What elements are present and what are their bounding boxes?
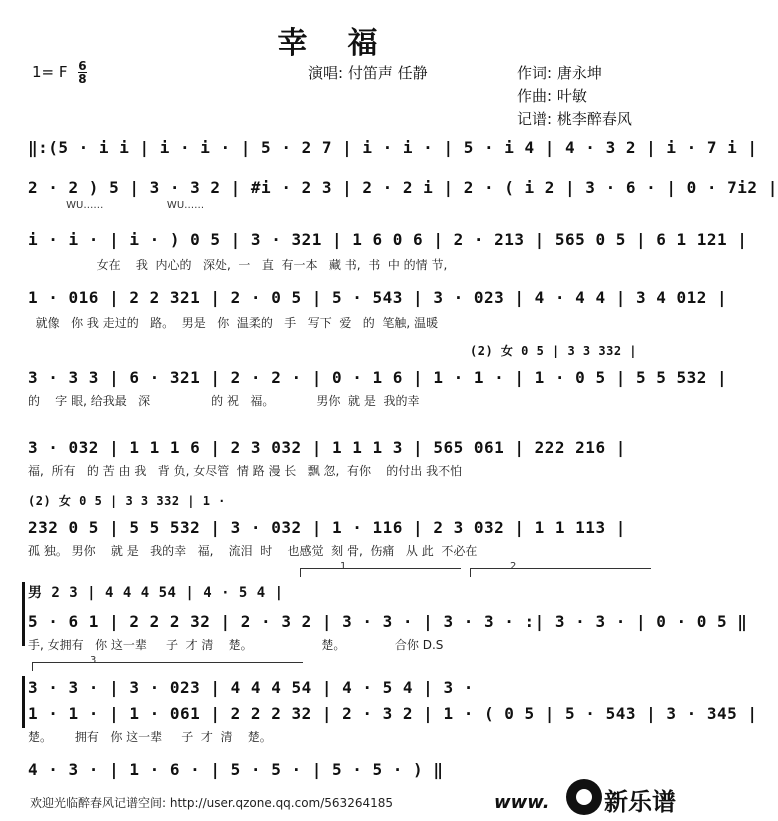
singer: 演唱: 付笛声 任静 xyxy=(308,64,428,82)
composer: 作曲: 叶敏 xyxy=(517,87,587,105)
volta-2-bracket xyxy=(470,568,651,577)
logo-icon-inner xyxy=(576,789,592,805)
brace-line-10 xyxy=(22,676,25,728)
lyric-line-4: 就像 你 我 走过的 路。 男是 你 温柔的 手 写下 爱 的 笔触, 温暖 xyxy=(28,316,439,330)
score-line-7: 232 0 5 | 5 5 532 | 3 · 032 | 1 · 116 | 2 3 032 | 1 1 113 | xyxy=(28,518,626,537)
lyric-line-3: 女在 我 内心的 深处, 一 直 有一本 藏 书, 书 中 的情 节, xyxy=(28,258,448,272)
volta-1-label: 1 xyxy=(340,561,347,572)
lyricist: 作词: 唐永坤 xyxy=(517,64,602,82)
score-line-3: i · i · | i · ) 0 5 | 3 · 321 | 1 6 0 6 | 2 · 213 | 565 0 5 | 6 1 121 | xyxy=(28,230,748,249)
score-line-9: 3 · 3 · | 3 · 023 | 4 4 4 54 | 4 · 5 4 | 3 · xyxy=(28,678,474,697)
score-line-11: 4 · 3 · | 1 · 6 · | 5 · 5 · | 5 · 5 · ) ‖ xyxy=(28,760,444,779)
score-line-10: 1 · 1 · | 1 · 061 | 2 2 2 32 | 2 · 3 2 | 1 · ( 0 5 | 5 · 543 | 3 · 345 | xyxy=(28,704,758,723)
volta-1-bracket xyxy=(300,568,461,577)
key-signature xyxy=(32,60,87,85)
score-line-4: 1 · 016 | 2 2 321 | 2 · 0 5 | 5 · 543 | 3 · 023 | 4 · 4 4 | 3 4 012 | xyxy=(28,288,728,307)
upper-part-6: (2) 女 0 5 | 3 3 332 | 1 · xyxy=(28,494,226,508)
brace-line-8 xyxy=(22,582,25,646)
footer-text: 欢迎光临醉春风记谱空间: http://user.qzone.qq.com/563264185 xyxy=(30,796,394,810)
lyric-line-5: 的 字 眼, 给我最 深 的 祝 福。 男你 就 是 我的幸 xyxy=(28,394,420,408)
transcriber: 记谱: 桃李醉春风 xyxy=(517,110,632,128)
score-line-5: 3 · 3 3 | 6 · 321 | 2 · 2 · | 0 · 1 6 | 1 · 1 · | 1 · 0 5 | 5 5 532 | xyxy=(28,368,728,387)
score-line-6: 3 · 032 | 1 1 1 6 | 2 3 032 | 1 1 1 3 | 565 061 | 222 216 | xyxy=(28,438,626,457)
lyric-line-7: 孤 独。 男你 就 是 我的幸 福, 流泪 时 也感觉 刻 骨, 伤痛 从 此 不必在 xyxy=(28,544,478,558)
time-signature xyxy=(78,60,86,85)
time-top: 6 xyxy=(78,59,87,73)
score-line-1: ‖:(5 · i i | i · i · | 5 · 2 7 | i · i · | 5 · i 4 | 4 · 3 2 | i · 7 i | xyxy=(28,138,758,157)
lyric-line-10: 楚。 拥有 你 这一辈 子 才 清 楚。 xyxy=(28,730,272,744)
volta-3-label: 3 xyxy=(90,655,97,666)
time-bottom: 8 xyxy=(78,72,87,86)
logo-text: 新乐谱 xyxy=(604,788,676,816)
volta-2-label: 2 xyxy=(510,561,517,572)
lyric-line-8: 手, 女拥有 你 这一辈 子 才 清 楚。 楚。 合你 D.S xyxy=(28,638,444,652)
lyric-line-6: 福, 所有 的 苦 由 我 背 负, 女尽管 情 路 漫 长 飘 忽, 有你 的付出 我不怕 xyxy=(28,464,463,478)
page-title: 幸福 xyxy=(277,26,418,61)
upper-part-5: (2) 女 0 5 | 3 3 332 | xyxy=(470,344,637,358)
lyric-line-2: WU…… WU…… xyxy=(28,200,205,211)
upper-part-7: 男 2 3 | 4 4 4 54 | 4 · 5 4 | xyxy=(28,585,284,601)
score-line-8: 5 · 6 1 | 2 2 2 32 | 2 · 3 2 | 3 · 3 · | 3 · 3 · :| 3 · 3 · | 0 · 0 5 ‖ xyxy=(28,612,748,631)
score-line-2: 2 · 2 ) 5 | 3 · 3 2 | #i · 2 3 | 2 · 2 i | 2 · ( i 2 | 3 · 6 · | 0 · 7i2 | xyxy=(28,178,778,197)
key-label: 1= F xyxy=(32,63,68,81)
volta-3-bracket xyxy=(32,662,303,671)
logo-www: www. xyxy=(494,792,550,813)
